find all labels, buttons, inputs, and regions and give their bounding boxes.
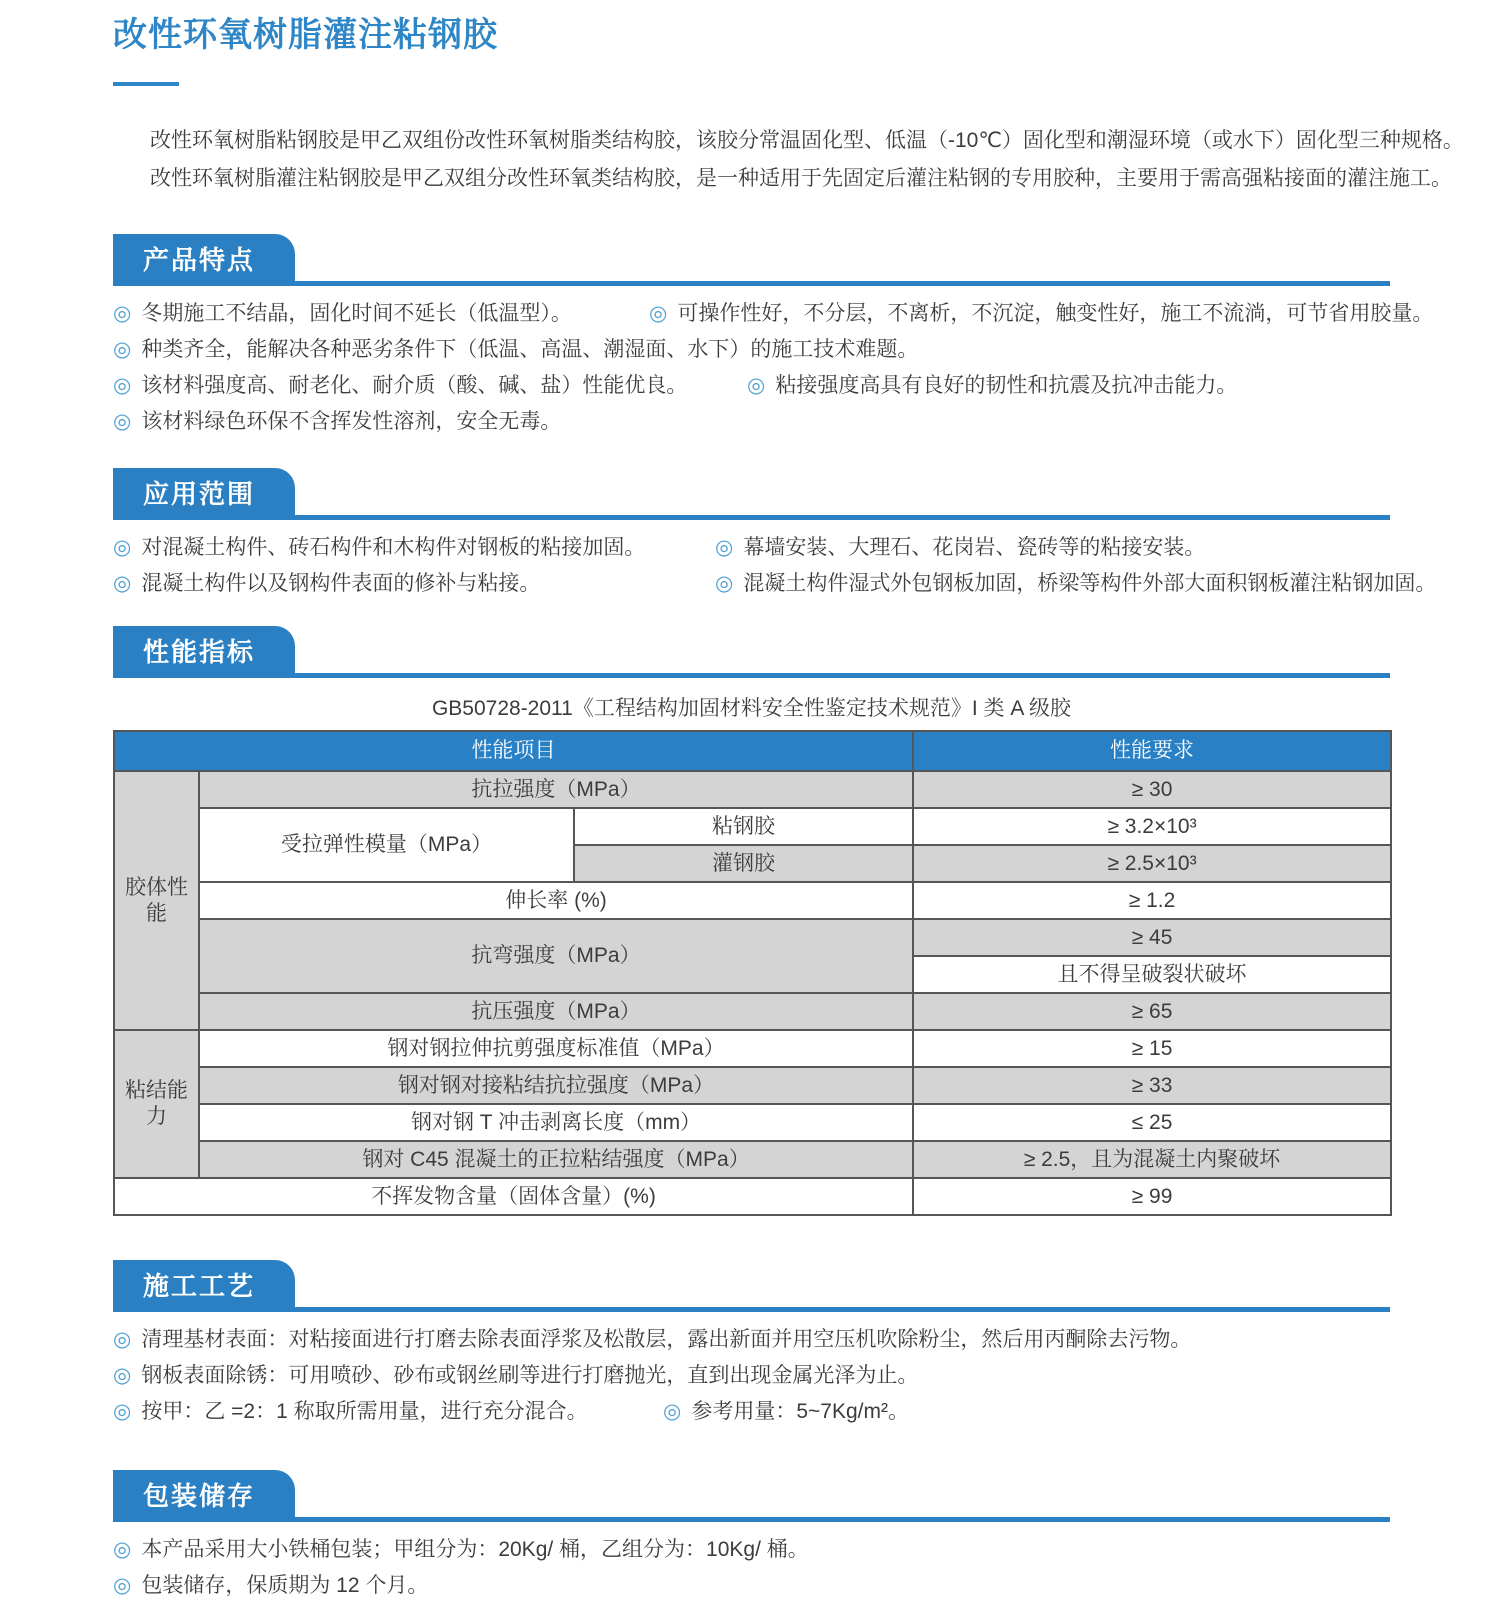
feature-text: 种类齐全，能解决各种恶劣条件下（低温、高温、潮湿面、水下）的施工技术难题。 (141, 338, 919, 361)
list-item (113, 566, 1437, 602)
intro-line-2: 改性环氧树脂灌注粘钢胶是甲乙双组分改性环氧类结构胶，是一种适用于先固定后灌注粘钢的专用胶种，主要用于需高强粘接面的灌注施工。 (150, 167, 1452, 190)
table-row (114, 919, 1391, 956)
property-cell: 受拉弹性模量（MPa） (199, 808, 574, 882)
process-text: 清理基材表面：对粘接面进行打磨去除表面浮浆及松散层，露出新面并用空压机吹除粉尘，然后用丙酮除去污物。 (141, 1328, 1192, 1351)
ring-bullet-icon: ◎ (113, 410, 132, 433)
table-row (114, 1178, 1391, 1215)
table-row (114, 1104, 1391, 1141)
feature-text: 该材料绿色环保不含挥发性溶剂，安全无毒。 (141, 410, 562, 433)
process-text: 按甲：乙 =2：1 称取所需用量，进行充分混合。 (141, 1400, 588, 1423)
ring-bullet-icon: ◎ (113, 302, 132, 325)
property-cell: 抗拉强度（MPa） (199, 771, 913, 808)
table-row (114, 808, 1391, 845)
feature-text: 冬期施工不结晶，固化时间不延长（低温型）。 (141, 302, 572, 325)
section-tab-performance (113, 626, 295, 678)
section-applications (113, 468, 1437, 602)
requirement-cell: ≥ 99 (913, 1178, 1391, 1215)
requirement-cell: ≥ 2.5×10³ (913, 845, 1391, 882)
section-underline (113, 515, 1390, 520)
table-row (114, 1141, 1391, 1178)
property-cell: 抗弯强度（MPa） (199, 919, 913, 993)
feature-text: 粘接强度高具有良好的韧性和抗震及抗冲击能力。 (775, 374, 1238, 397)
row-group-label: 粘结能力 (114, 1030, 199, 1178)
section-heading: 包装储存 (143, 1480, 256, 1511)
list-item (113, 1568, 1390, 1604)
list-item (113, 368, 1390, 404)
requirement-cell: ≥ 65 (913, 993, 1391, 1030)
section-header-performance (113, 626, 1390, 678)
ring-bullet-icon: ◎ (113, 374, 132, 397)
ring-bullet-icon: ◎ (715, 572, 734, 595)
applications-list (113, 530, 1437, 602)
requirement-cell: ≥ 15 (913, 1030, 1391, 1067)
column-header-req: 性能要求 (913, 731, 1391, 771)
list-item (113, 1532, 1390, 1568)
table-caption: GB50728-2011《工程结构加固材料安全性鉴定技术规范》I 类 A 级胶 (431, 697, 1072, 720)
list-item (113, 296, 1434, 332)
ring-bullet-icon: ◎ (113, 572, 132, 595)
property-subcell: 粘钢胶 (574, 808, 913, 845)
section-tab-applications (113, 468, 295, 520)
process-list (113, 1322, 1390, 1430)
requirement-cell: ≥ 33 (913, 1067, 1391, 1104)
column-header-item: 性能项目 (114, 731, 913, 771)
table-row (114, 771, 1391, 808)
feature-text: 该材料强度高、耐老化、耐介质（酸、碱、盐）性能优良。 (141, 374, 688, 397)
list-item (113, 1394, 1390, 1430)
process-text: 参考用量：5~7Kg/m²。 (691, 1400, 909, 1423)
ring-bullet-icon: ◎ (649, 302, 668, 325)
section-performance (113, 626, 1390, 1216)
property-cell: 钢对钢对接粘结抗拉强度（MPa） (199, 1067, 913, 1104)
ring-bullet-icon: ◎ (113, 536, 132, 559)
application-text: 幕墙安装、大理石、花岗岩、瓷砖等的粘接安装。 (743, 536, 1206, 559)
property-cell: 不挥发物含量（固体含量）(%) (114, 1178, 913, 1215)
section-header-applications (113, 468, 1390, 520)
ring-bullet-icon: ◎ (113, 1328, 132, 1351)
section-heading: 施工工艺 (143, 1270, 256, 1301)
ring-bullet-icon: ◎ (663, 1400, 682, 1423)
section-tab-packaging (113, 1470, 295, 1522)
application-text: 对混凝土构件、砖石构件和木构件对钢板的粘接加固。 (141, 536, 646, 559)
property-cell: 伸长率 (%) (199, 882, 913, 919)
page-title: 改性环氧树脂灌注粘钢胶 (113, 16, 498, 54)
section-header-packaging (113, 1470, 1390, 1522)
requirement-cell: ≥ 45 (913, 919, 1391, 956)
property-subcell: 灌钢胶 (574, 845, 913, 882)
performance-table (113, 730, 1392, 1216)
ring-bullet-icon: ◎ (113, 1364, 132, 1387)
list-item (113, 530, 1390, 566)
intro-paragraph (113, 122, 1464, 198)
table-header-row (114, 731, 1391, 771)
requirement-cell: ≥ 30 (913, 771, 1391, 808)
requirement-cell: ≥ 2.5，且为混凝土内聚破坏 (913, 1141, 1391, 1178)
requirement-cell: 且不得呈破裂状破坏 (913, 956, 1391, 993)
requirement-cell: ≥ 1.2 (913, 882, 1391, 919)
application-text: 混凝土构件以及钢构件表面的修补与粘接。 (141, 572, 541, 595)
property-cell: 钢对钢拉伸抗剪强度标准值（MPa） (199, 1030, 913, 1067)
ring-bullet-icon: ◎ (747, 374, 766, 397)
list-item (113, 404, 1390, 440)
property-cell: 钢对钢 T 冲击剥离长度（mm） (199, 1104, 913, 1141)
list-item (113, 332, 1390, 368)
title-underline (113, 82, 179, 86)
features-list (113, 296, 1434, 440)
property-cell: 抗压强度（MPa） (199, 993, 913, 1030)
ring-bullet-icon: ◎ (715, 536, 734, 559)
intro-line-1: 改性环氧树脂粘钢胶是甲乙双组份改性环氧树脂类结构胶，该胶分常温固化型、低温（-10℃）固化型和潮湿环境（或水下）固化型三种规格。 (150, 129, 1464, 152)
row-group-label: 胶体性能 (114, 771, 199, 1030)
product-datasheet-page (113, 0, 1464, 1604)
requirement-cell: ≤ 25 (913, 1104, 1391, 1141)
ring-bullet-icon: ◎ (113, 1400, 132, 1423)
ring-bullet-icon: ◎ (113, 1538, 132, 1561)
table-row (114, 1030, 1391, 1067)
section-underline (113, 281, 1390, 286)
application-text: 混凝土构件湿式外包钢板加固，桥梁等构件外部大面积钢板灌注粘钢加固。 (743, 572, 1437, 595)
list-item (113, 1322, 1390, 1358)
section-underline (113, 673, 1390, 678)
section-underline (113, 1517, 1390, 1522)
list-item (113, 1358, 1390, 1394)
section-tab-process (113, 1260, 295, 1312)
section-tab-features (113, 234, 295, 286)
section-heading: 性能指标 (143, 636, 256, 667)
section-header-process (113, 1260, 1390, 1312)
requirement-cell: ≥ 3.2×10³ (913, 808, 1391, 845)
section-header-features (113, 234, 1390, 286)
section-heading: 产品特点 (143, 244, 256, 275)
table-row (114, 993, 1391, 1030)
ring-bullet-icon: ◎ (113, 338, 132, 361)
section-process (113, 1260, 1390, 1430)
packaging-text: 本产品采用大小铁桶包装；甲组分为：20Kg/ 桶，乙组分为：10Kg/ 桶。 (141, 1538, 809, 1561)
feature-text: 可操作性好，不分层，不离析，不沉淀，触变性好，施工不流淌，可节省用胶量。 (677, 302, 1434, 325)
table-row (114, 882, 1391, 919)
ring-bullet-icon: ◎ (113, 1574, 132, 1597)
section-heading: 应用范围 (143, 478, 256, 509)
property-cell: 钢对 C45 混凝土的正拉粘结强度（MPa） (199, 1141, 913, 1178)
packaging-text: 包装储存，保质期为 12 个月。 (141, 1574, 429, 1597)
process-text: 钢板表面除锈：可用喷砂、砂布或钢丝刷等进行打磨抛光，直到出现金属光泽为止。 (141, 1364, 919, 1387)
section-packaging (113, 1470, 1390, 1604)
section-features (113, 234, 1434, 440)
packaging-list (113, 1532, 1390, 1604)
table-row (114, 1067, 1391, 1104)
section-underline (113, 1307, 1390, 1312)
